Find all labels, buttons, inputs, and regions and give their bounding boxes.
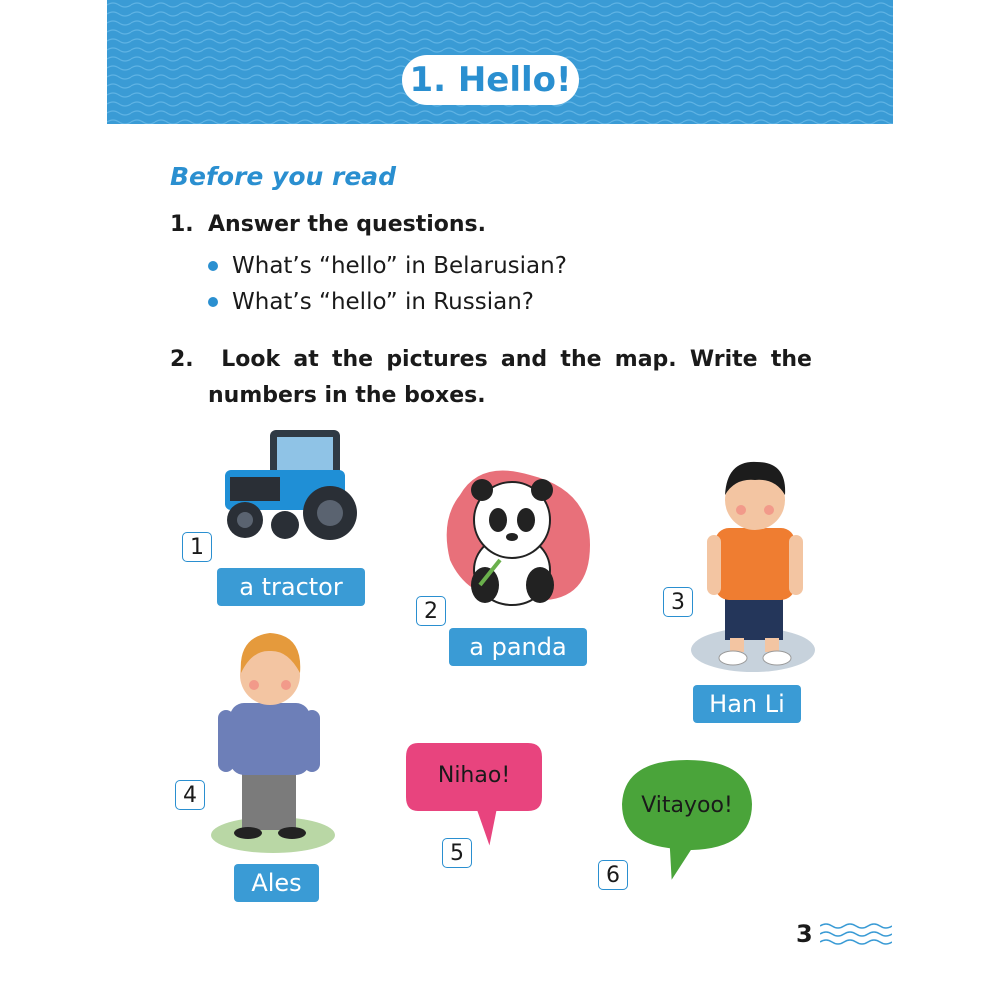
question-2: [170, 342, 812, 414]
answer-box-5: 5: [442, 838, 472, 868]
word: and: [500, 347, 548, 372]
boy-han-li-icon: [685, 450, 815, 675]
word: the: [770, 347, 812, 372]
answer-box-2: 2: [416, 596, 446, 626]
panda-icon: [440, 465, 600, 615]
tractor-icon: [215, 425, 365, 545]
bullet-text: What’s “hello” in Belarusian?: [232, 253, 567, 279]
bullet-item: [208, 289, 534, 315]
word: Write: [689, 347, 758, 372]
picture-label-panda: a panda: [449, 628, 587, 666]
word: pictures: [386, 347, 488, 372]
word: the: [331, 347, 374, 372]
bullet-dot-icon: [208, 297, 218, 307]
bubble-text-nihao: Nihao!: [437, 762, 511, 788]
page-title: 1. Hello!: [402, 55, 579, 105]
answer-box-6: 6: [598, 860, 628, 890]
question-number: 2.: [170, 347, 194, 372]
word: at: [293, 347, 319, 372]
bullet-text: What’s “hello” in Russian?: [232, 289, 534, 315]
answer-box-4: 4: [175, 780, 205, 810]
question-text: Answer the questions.: [208, 212, 487, 237]
word: Look: [221, 347, 281, 372]
page-wave-decoration: [820, 921, 892, 947]
question-number: 1.: [170, 212, 194, 237]
picture-label-tractor: a tractor: [217, 568, 365, 606]
boy-ales-icon: [208, 625, 338, 855]
word: the: [560, 347, 602, 372]
picture-label-han-li: Han Li: [693, 685, 801, 723]
section-subheading: Before you read: [170, 162, 397, 191]
question-text-line2: numbers in the boxes.: [208, 383, 486, 408]
page-number: 3: [796, 920, 813, 948]
bubble-text-vitayoo: Vitayoo!: [641, 792, 733, 818]
bullet-item: [208, 253, 567, 279]
picture-label-ales: Ales: [234, 864, 319, 902]
word: map.: [614, 347, 677, 372]
question-1: [170, 212, 486, 237]
answer-box-1: 1: [182, 532, 212, 562]
bullet-dot-icon: [208, 261, 218, 271]
answer-box-3: 3: [663, 587, 693, 617]
